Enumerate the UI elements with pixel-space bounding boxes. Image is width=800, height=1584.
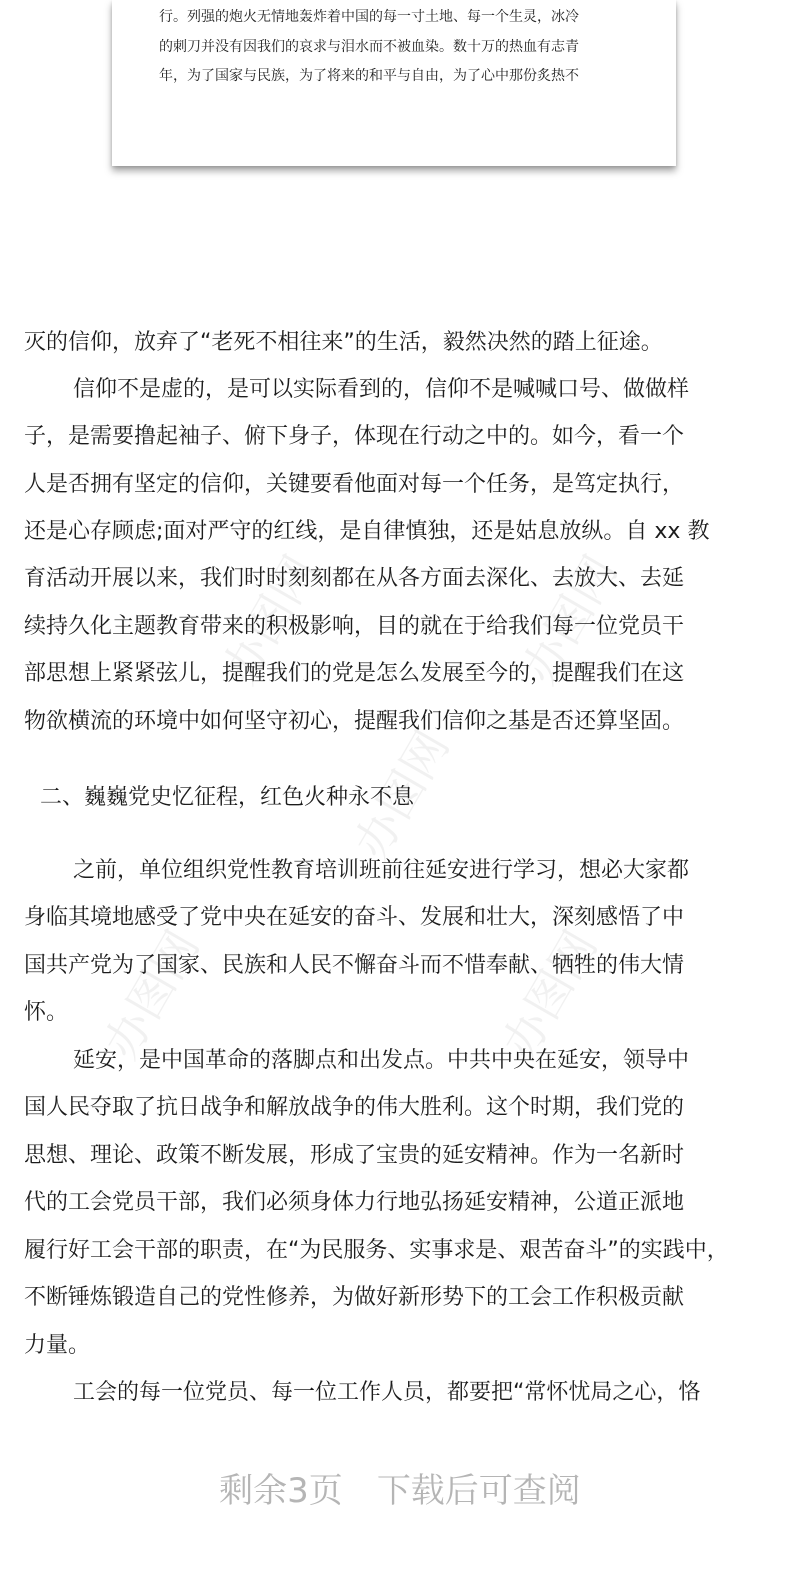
watermark-text: 办图网 <box>343 721 460 868</box>
body-paragraph-line: 工会的每一位党员、每一位工作人员，都要把“常怀忧局之心，恪 <box>73 1380 701 1405</box>
body-paragraph-line: 之前，单位组织党性教育培训班前往延安进行学习，想必大家都 <box>73 858 690 883</box>
preview-line: 行。列强的炮火无情地轰炸着中国的每一寸土地、每一个生灵，冰冷 <box>159 9 579 25</box>
watermark-text: 办图网 <box>511 546 628 693</box>
preview-line: 年，为了国家与民族，为了将来的和平与自由，为了心中那份炙热不 <box>159 68 579 84</box>
remaining-pages-label: 剩余3页 <box>219 1471 343 1511</box>
body-paragraph-line: 不断锤炼锻造自己的党性修养，为做好新形势下的工会工作积极贡献 <box>24 1285 685 1310</box>
body-paragraph-line: 灭的信仰，放弃了“老死不相往来”的生活，毅然决然的踏上征途。 <box>24 330 663 355</box>
body-paragraph-line: 延安，是中国革命的落脚点和出发点。中共中央在延安，领导中 <box>73 1048 690 1073</box>
body-paragraph-line: 代的工会党员干部，我们必须身体力行地弘扬延安精神，公道正派地 <box>24 1190 685 1215</box>
body-paragraph-line: 子，是需要撸起袖子、俯下身子，体现在行动之中的。如今，看一个 <box>24 424 685 449</box>
preview-line: 的刺刀并没有因我们的哀求与泪水而不被血染。数十万的热血有志青 <box>159 39 579 55</box>
download-to-view-label: 下载后可查阅 <box>376 1471 581 1511</box>
body-paragraph-line: 思想、理论、政策不断发展，形成了宝贵的延安精神。作为一名新时 <box>24 1143 685 1168</box>
body-paragraph-line: 国人民夺取了抗日战争和解放战争的伟大胜利。这个时期，我们党的 <box>24 1095 685 1120</box>
body-paragraph-line: 人是否拥有坚定的信仰，关键要看他面对每一个任务，是笃定执行， <box>24 472 685 497</box>
body-paragraph-line: 物欲横流的环境中如何坚守初心，提醒我们信仰之基是否还算坚固。 <box>24 709 685 734</box>
body-paragraph-line: 国共产党为了国家、民族和人民不懈奋斗而不惜奉献、牺牲的伟大情 <box>24 953 685 978</box>
body-paragraph-line: 履行好工会干部的职责，在“为民服务、实事求是、艰苦奋斗”的实践中， <box>24 1238 729 1263</box>
document-preview-card <box>112 0 676 166</box>
body-paragraph-line: 育活动开展以来，我们时时刻刻都在从各方面去深化、去放大、去延 <box>24 566 685 591</box>
body-paragraph-line: 怀。 <box>24 1000 69 1025</box>
section-heading: 二、巍巍党史忆征程，红色火种永不息 <box>40 785 415 810</box>
body-paragraph-line: 力量。 <box>24 1333 91 1358</box>
body-paragraph-line: 续持久化主题教育带来的积极影响，目的就在于给我们每一位党员干 <box>24 614 685 639</box>
download-prompt-button[interactable] <box>0 1465 800 1517</box>
body-paragraph-line: 身临其境地感受了党中央在延安的奋斗、发展和壮大，深刻感悟了中 <box>24 905 685 930</box>
watermark-text: 办图网 <box>93 921 210 1068</box>
watermark-text: 办图网 <box>211 546 328 693</box>
watermark-text: 办图网 <box>491 921 608 1068</box>
body-paragraph-line: 部思想上紧紧弦儿，提醒我们的党是怎么发展至今的，提醒我们在这 <box>24 661 685 686</box>
body-paragraph-line: 还是心存顾虑;面对严守的红线，是自律慎独，还是姑息放纵。自 xx 教 <box>24 519 710 544</box>
body-paragraph-line: 信仰不是虚的，是可以实际看到的，信仰不是喊喊口号、做做样 <box>73 377 690 402</box>
